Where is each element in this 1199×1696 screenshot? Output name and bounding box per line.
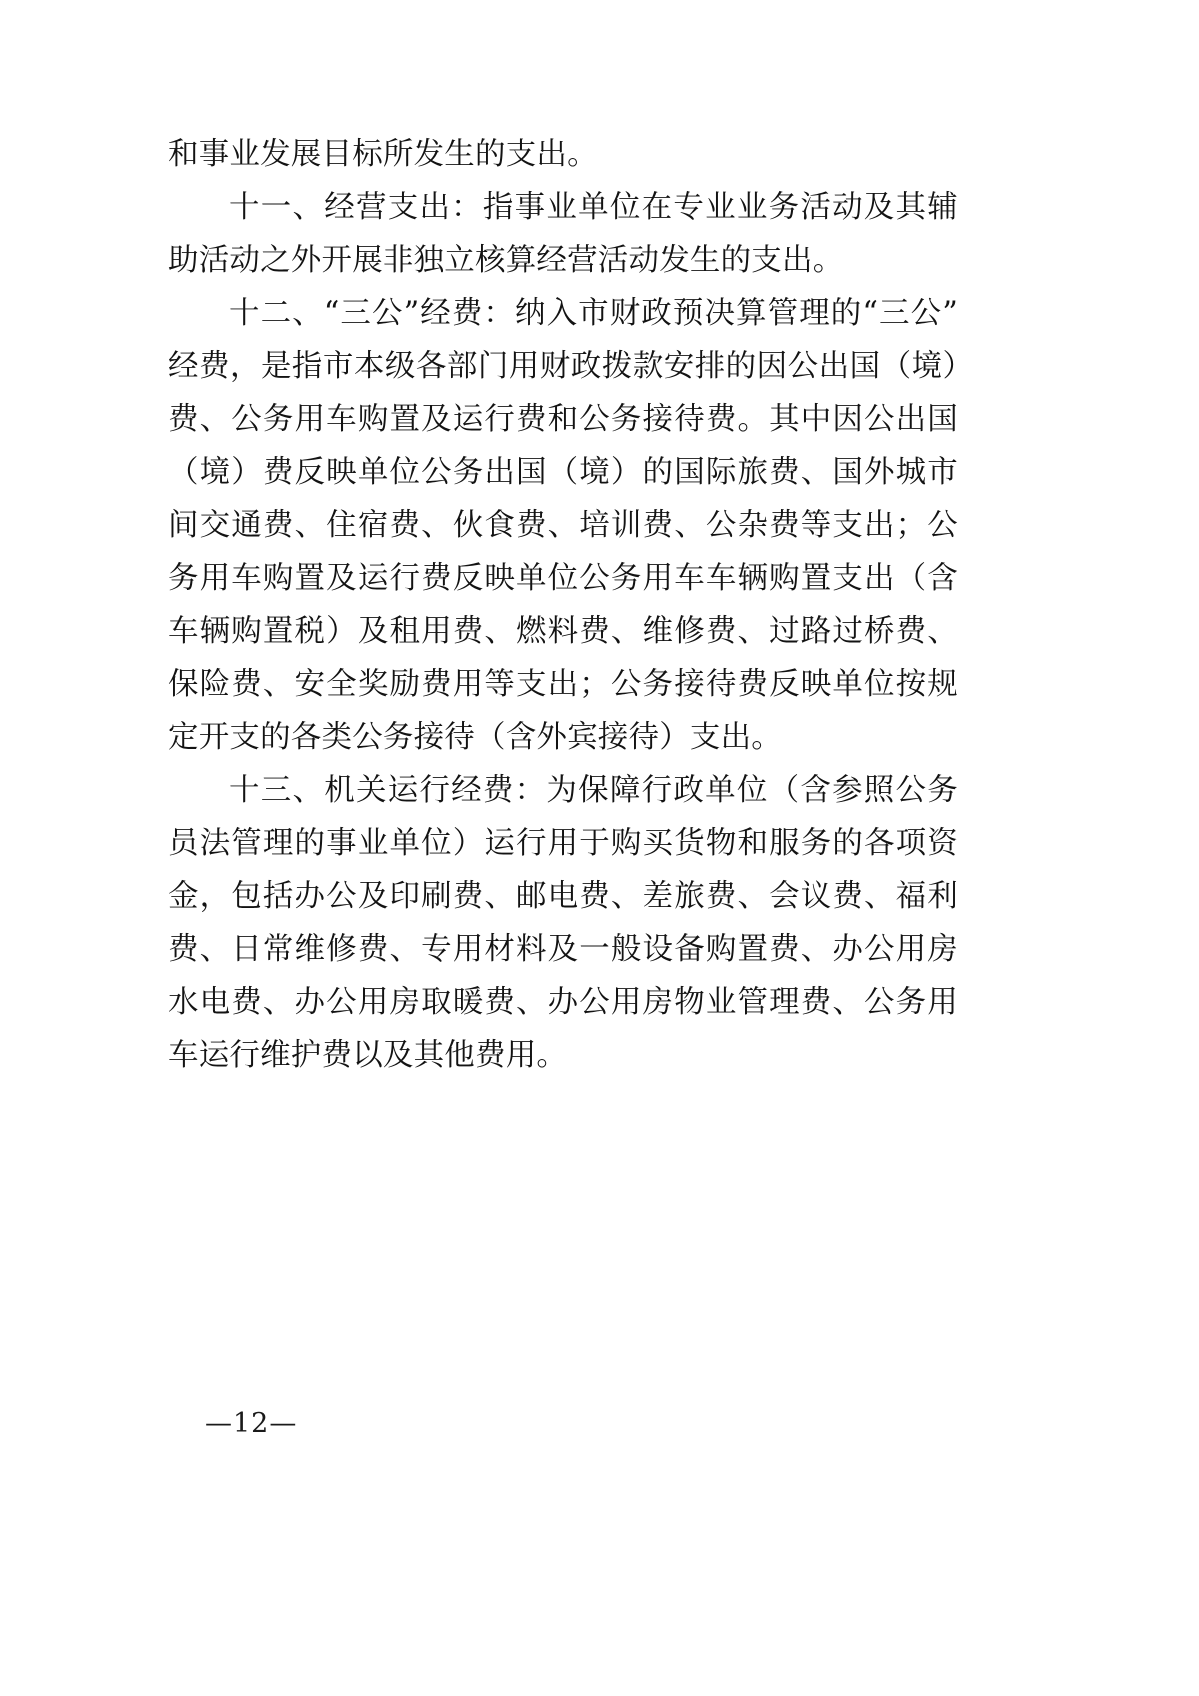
page-number: —12— [205, 1408, 298, 1439]
page-body [168, 128, 958, 1082]
paragraph-continuation: 和事业发展目标所发生的支出。 [168, 137, 598, 172]
paragraph-item-13: 十三、机关运行经费：为保障行政单位（含参照公务员法管理的事业单位）运行用于购买货物和服务的各项资金，包括办公及印刷费、邮电费、差旅费、会议费、福利费、日常维修费、专用材料及一般设备购置费、办公用房水电费、办公用房取暖费、办公用房物业管理费、公务用车运行维护费以及其他费用。 [168, 773, 958, 1073]
paragraph-item-11: 十一、经营支出：指事业单位在专业业务活动及其辅助活动之外开展非独立核算经营活动发生的支出。 [168, 190, 958, 278]
paragraph-item-12: 十二、“三公”经费：纳入市财政预决算管理的“三公”经费，是指市本级各部门用财政拨款安排的因公出国（境）费、公务用车购置及运行费和公务接待费。其中因公出国（境）费反映单位公务出国（境）的国际旅费、国外城市间交通费、住宿费、伙食费、培训费、公杂费等支出；公务用车购置及运行费反映单位公务用车车辆购置支出（含车辆购置税）及租用费、燃料费、维修费、过路过桥费、保险费、安全奖励费用等支出；公务接待费反映单位按规定开支的各类公务接待（含外宾接待）支出。 [168, 296, 958, 755]
